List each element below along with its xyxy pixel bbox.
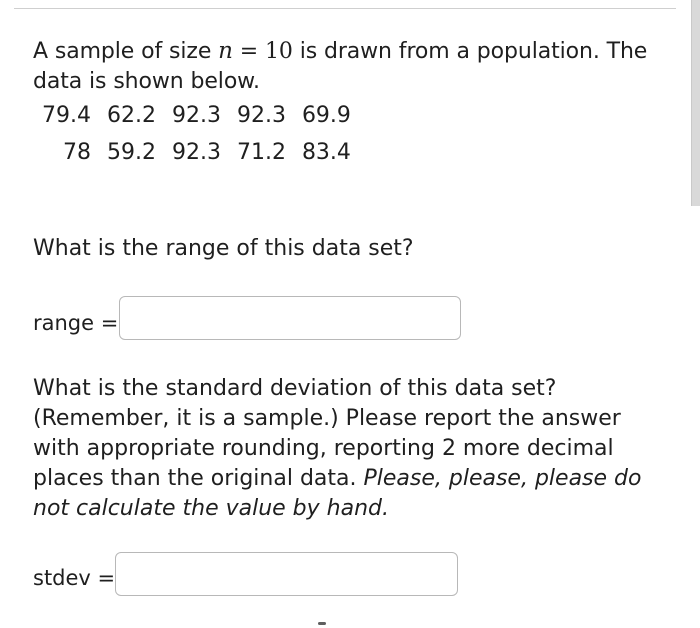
stdev-input[interactable] [115, 552, 458, 596]
stdev-question-text: What is the standard deviation of this data set? (Remember, it is a sample.) Please report the answer with appropriate rounding, reporting 2 more decimal places than the original data. [33, 376, 621, 491]
data-cell: 92.3 [171, 140, 221, 165]
stdev-question-italic-note: Please, please, please do not calculate the value by hand. [33, 466, 642, 521]
data-row-1 [34, 97, 359, 134]
range-question: What is the range of this data set? [33, 236, 414, 261]
stdev-label: stdev = [33, 566, 116, 590]
intro-text-prefix: A sample of size [33, 39, 219, 64]
scrollbar-thumb[interactable] [691, 0, 700, 206]
problem-intro [33, 36, 658, 97]
data-table [34, 97, 359, 171]
data-cell: 83.4 [301, 140, 351, 165]
data-row-2 [34, 134, 359, 171]
bottom-scroll-mark [318, 622, 326, 625]
data-cell: 62.2 [106, 103, 156, 128]
data-cell: 78 [62, 140, 91, 165]
range-label: range = [33, 311, 119, 335]
math-equals: = [232, 39, 266, 64]
math-variable-n: n [218, 38, 233, 64]
data-cell: 92.3 [236, 103, 286, 128]
data-cell: 79.4 [42, 103, 91, 128]
stdev-question [33, 374, 665, 524]
range-input[interactable] [119, 296, 461, 340]
math-sample-size: 10 [265, 39, 293, 64]
data-cell: 59.2 [106, 140, 156, 165]
top-divider [14, 8, 676, 9]
intro-text-suffix: is drawn from a population. The data is shown below. [33, 39, 648, 94]
data-cell: 69.9 [301, 103, 351, 128]
data-cell: 71.2 [236, 140, 286, 165]
data-cell: 92.3 [171, 103, 221, 128]
